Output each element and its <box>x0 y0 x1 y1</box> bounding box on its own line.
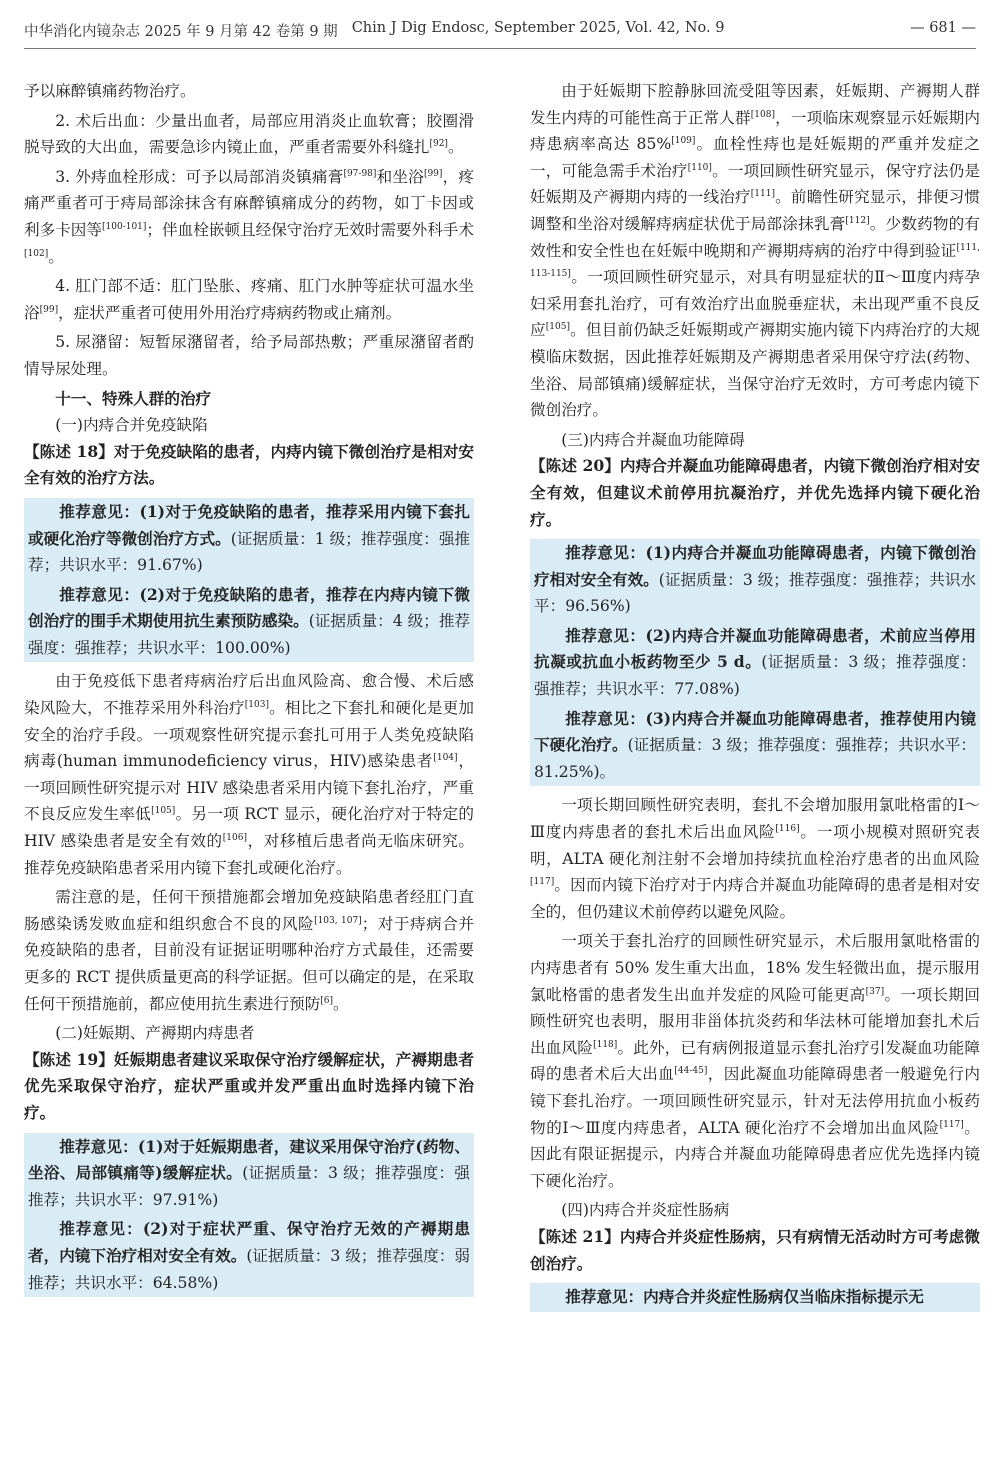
citation: [103, 107] <box>314 915 362 926</box>
paragraph: 由于妊娠期下腔静脉回流受阻等因素，妊娠期、产褥期人群发生内痔的可能性高于正常人群[108]，一项临床观察显示妊娠期内痔患病率高达 85%[109]。血栓性痔也是妊娠期的严重并发症之一，可能急需手术治疗[110]。一项回顾性研究显示，保守疗法仍是妊娠期及产褥期内痔的一线治疗[111]。前瞻性研究显示，排便习惯调整和坐浴对缓解痔病症状优于局部涂抹乳膏[112]。少数药物的有效性和安全性也在妊娠中晚期和产褥期痔病的治疗中得到验证[111, 113-115]。一项回顾性研究显示，对具有明显症状的Ⅱ～Ⅲ度内痔孕妇采用套扎治疗，可有效治疗出血脱垂症状，未出现严重不良反应[105]。但目前仍缺乏妊娠期或产褥期实施内镜下内痔治疗的大规模临床数据，因此推荐妊娠期及产褥期患者采用保守疗法(药物、坐浴、局部镇痛)缓解症状，当保守治疗无效时，方可考虑内镜下微创治疗。 <box>530 82 980 420</box>
recommendation-box <box>530 1283 980 1312</box>
paragraph: 一项关于套扎治疗的回顾性研究显示，术后服用氯吡格雷的内痔患者有 50% 发生重大出血，18% 发生轻微出血，提示服用氯吡格雷的患者发生出血并发症的风险可能更高[37]。一项长期回顾性研究也表明，服用非甾体抗炎药和华法林可能增加套扎术后出血风险[118]。此外，已有病例报道显示套扎治疗引发凝血功能障碍的患者术后大出血[44-45]，因此凝血功能障碍患者一般避免行内镜下套扎治疗。一项回顾性研究显示，针对无法停用抗血小板药物的Ⅰ～Ⅲ度内痔患者，ALTA 硬化治疗不会增加出血风险[117]。因此有限证据提示，内痔合并凝血功能障碍患者应优先选择内镜下硬化治疗。 <box>530 932 980 1190</box>
citation: [6] <box>320 995 334 1006</box>
citation: [117] <box>530 877 555 888</box>
citation: [117] <box>939 1119 964 1130</box>
left-column <box>24 78 474 1303</box>
citation: [97-98] <box>343 168 377 179</box>
recommendation-20-1: 推荐意见：(1)内痔合并凝血功能障碍患者，内镜下微创治疗相对安全有效。(证据质量：3 级；推荐强度：强推荐；共识水平：96.56%) <box>534 543 977 616</box>
recommendation-18-1: 推荐意见：(1)对于免疫缺陷的患者，推荐采用内镜下套扎或硬化治疗等微创治疗方式。(证据质量：1 级；推荐强度：强推荐；共识水平：91.67%) <box>28 501 471 575</box>
citation: [106] <box>222 832 247 843</box>
paragraph: 3. 外痔血栓形成：可予以局部消炎镇痛膏[97-98]和坐浴[99]，疼痛严重者可于痔局部涂抹含有麻醉镇痛成分的药物，如丁卡因或利多卡因等[100-101]；伴血栓嵌顿且经保守治疗无效时需要外科手术[102]。 <box>24 167 474 266</box>
citation: [116] <box>775 823 800 834</box>
citation: [92] <box>429 139 448 149</box>
citation: [110] <box>687 162 712 173</box>
recommendation-box <box>24 1133 474 1298</box>
recommendation-19-2: 推荐意见：(2)对于症状严重、保守治疗无效的产褥期患者，内镜下治疗相对安全有效。(证据质量：3 级；推荐强度：弱推荐；共识水平：64.58%) <box>28 1219 471 1292</box>
paragraph: 由于免疫低下患者痔病治疗后出血风险高、愈合慢、术后感染风险大，不推荐采用外科治疗[103]。相比之下套扎和硬化是更加安全的治疗手段。一项观察性研究提示套扎可用于人类免疫缺陷病毒(human immunodeficiency virus，HIV)感染患者[104]，一项回顾性研究提示对 HIV 感染患者采用内镜下套扎治疗，严重不良反应发生率低[105]。另一项 RCT 显示，硬化治疗对于特定的 HIV 感染患者是安全有效的[106]，对移植后患者尚无临床研究。推荐免疫缺陷患者采用内镜下套扎或硬化治疗。 <box>24 672 474 877</box>
citation: [103] <box>244 699 269 710</box>
paragraph: 予以麻醉镇痛药物治疗。 <box>24 82 196 100</box>
citation: [37] <box>865 986 885 997</box>
paragraph: 2. 术后出血：少量出血者，局部应用消炎止血软膏；胶圈滑脱导致的大出血，需要急诊内镜止血，严重者需要外科缝扎[92]。 <box>24 111 474 157</box>
journal-header-en: Chin J Dig Endosc, September 2025, Vol. 42, No. 9 <box>351 20 725 36</box>
citation: [118] <box>593 1039 618 1050</box>
citation: [105] <box>151 806 176 817</box>
subsection-title: (三)内痔合并凝血功能障碍 <box>561 430 745 449</box>
citation: [111, 113-115] <box>530 242 980 279</box>
section-title: 十一、特殊人群的治疗 <box>55 388 212 408</box>
subsection-title: (二)妊娠期、产褥期内痔患者 <box>55 1024 255 1043</box>
citation: [102] <box>24 248 49 259</box>
recommendation-20-2: 推荐意见：(2)内痔合并凝血功能障碍患者，术前应当停用抗凝或抗血小板药物至少 5 d。(证据质量：3 级；推荐强度：强推荐；共识水平：77.08%) <box>534 625 976 699</box>
paragraph: 5. 尿潴留：短暂尿潴留者，给予局部热敷；严重尿潴留者酌情导尿处理。 <box>24 333 474 378</box>
citation: [99] <box>423 168 443 179</box>
recommendation-18-2: 推荐意见：(2)对于免疫缺陷的患者，推荐在内痔内镜下微创治疗的围手术期使用抗生素预防感染。(证据质量：4 级；推荐强度：强推荐；共识水平：100.00%) <box>28 584 471 657</box>
right-column <box>530 78 980 1318</box>
recommendation-box <box>24 498 474 663</box>
paragraph: 一项长期回顾性研究表明，套扎不会增加服用氯吡格雷的Ⅰ～Ⅲ度内痔患者的套扎术后出血风险[116]。一项小规模对照研究表明，ALTA 硬化剂注射不会增加持续抗血栓治疗患者的出血风险[117]。因而内镜下治疗对于内痔合并凝血功能障碍的患者是相对安全的，但仍建议术前停药以避免风险。 <box>530 796 980 921</box>
subsection-title: (一)内痔合并免疫缺陷 <box>55 416 208 435</box>
recommendation-20-3: 推荐意见：(3)内痔合并凝血功能障碍患者，推荐使用内镜下硬化治疗。(证据质量：3 级；推荐强度：强推荐；共识水平：81.25%)。 <box>534 708 977 781</box>
statement-18: 【陈述 18】对于免疫缺陷的患者，内痔内镜下微创治疗是相对安全有效的治疗方法。 <box>24 441 474 488</box>
paragraph: 需注意的是，任何干预措施都会增加免疫缺陷患者经肛门直肠感染诱发败血症和组织愈合不良的风险[103, 107]；对于痔病合并免疫缺陷的患者，目前没有证据证明哪种治疗方式最佳，还需要更多的 RCT 提供质量更高的科学证据。但可以确定的是，在采取任何干预措施前，都应使用抗生素进行预防[6]。 <box>24 888 474 1013</box>
recommendation-19-1: 推荐意见：(1)对于妊娠期患者，建议采用保守治疗(药物、坐浴、局部镇痛等)缓解症状。(证据质量：3 级；推荐强度：强推荐；共识水平：97.91%) <box>28 1136 470 1209</box>
recommendation-21-1: 推荐意见：内痔合并炎症性肠病仅当临床指标提示无 <box>565 1287 924 1307</box>
citation: [108] <box>750 109 775 120</box>
journal-header-cn: 中华消化内镜杂志 2025 年 9 月第 42 卷第 9 期 <box>24 24 338 40</box>
statement-21: 【陈述 21】内痔合并炎症性肠病，只有病情无活动时方可考虑微创治疗。 <box>530 1226 980 1273</box>
citation: [44-45] <box>674 1066 708 1077</box>
recommendation-box <box>530 539 980 786</box>
paragraph: 4. 肛门部不适：肛门坠胀、疼痛、肛门水肿等症状可温水坐浴[99]，症状严重者可使用外用治疗痔病药物或止痛剂。 <box>24 277 474 322</box>
citation: [99] <box>39 304 59 315</box>
citation: [100-101] <box>102 221 147 232</box>
statement-20: 【陈述 20】内痔合并凝血功能障碍患者，内镜下微创治疗相对安全有效，但建议术前停用抗凝治疗，并优先选择内镜下硬化治疗。 <box>530 456 980 529</box>
citation: [104] <box>433 753 458 764</box>
header-rule <box>24 48 976 49</box>
subsection-title: (四)内痔合并炎症性肠病 <box>561 1201 730 1220</box>
citation: [111] <box>750 189 775 200</box>
page-header <box>24 20 976 46</box>
citation: [105] <box>545 322 570 333</box>
citation: [112] <box>845 215 870 226</box>
statement-19: 【陈述 19】妊娠期患者建议采取保守治疗缓解症状，产褥期患者优先采取保守治疗，症状严重或并发严重出血时选择内镜下治疗。 <box>24 1049 474 1122</box>
citation: [109] <box>671 136 696 146</box>
page-number: — 681 — <box>910 20 976 36</box>
